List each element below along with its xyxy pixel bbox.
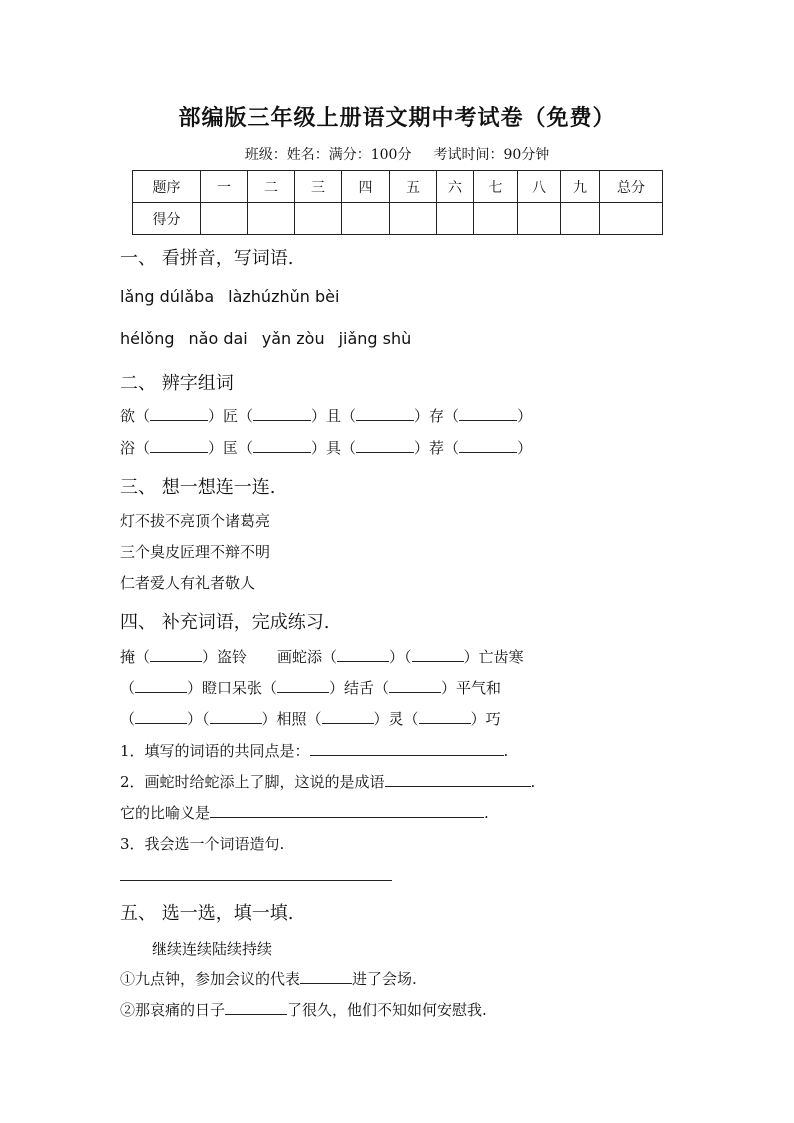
answer-blank[interactable] (210, 803, 484, 818)
char-label: ）荐（ (414, 439, 460, 457)
word-options: 继续连续陆续持续 (152, 940, 273, 958)
score-input-cell[interactable] (201, 203, 248, 235)
question-text: 了很久，他们不知如何安慰我. (287, 1001, 487, 1019)
score-input-cell[interactable] (295, 203, 342, 235)
question-3: 3．我会选一个词语造句. (120, 835, 285, 853)
pinyin-item: làzhúzhǔn bèi (228, 287, 340, 306)
section-2-heading: 二、 辨字组词 (120, 373, 234, 394)
matching-line-2: 三个臭皮匠理不辩不明 (120, 543, 271, 561)
answer-blank[interactable] (277, 678, 329, 693)
answer-blank[interactable] (356, 406, 414, 421)
answer-blank[interactable] (385, 772, 531, 787)
section-3-heading: 三、 想一想连一连. (120, 477, 276, 498)
period: . (484, 804, 489, 822)
score-table-score-row (133, 203, 663, 235)
score-table (132, 170, 663, 235)
idiom-text: ）瞪口呆张（ (187, 679, 278, 697)
char-label: ）匠（ (208, 407, 254, 425)
section-5-heading: 五、 选一选，填一填. (120, 903, 294, 924)
pinyin-item: nǎo dai (188, 329, 248, 348)
char-label: ）具（ (311, 439, 357, 457)
char-label: ） (517, 407, 533, 425)
idiom-text: 掩（ (120, 648, 151, 666)
answer-blank[interactable] (300, 969, 352, 984)
question-text: 1．填写的词语的共同点是： (120, 742, 310, 760)
score-input-cell[interactable] (600, 203, 663, 235)
table-cell: 总分 (600, 171, 663, 203)
idiom-text: ）结舌（ (329, 679, 390, 697)
answer-blank[interactable] (459, 406, 517, 421)
table-cell: 四 (342, 171, 390, 203)
idiom-text: ）盗铃 (202, 648, 248, 666)
question-text: 它的比喻义是 (120, 804, 211, 822)
info-score: 班级：姓名：满分：100分 (244, 147, 412, 163)
answer-blank[interactable] (210, 709, 262, 724)
answer-blank[interactable] (310, 741, 504, 756)
answer-blank[interactable] (412, 647, 464, 662)
question-1 (120, 740, 508, 761)
score-input-cell[interactable] (561, 203, 600, 235)
answer-blank[interactable] (337, 647, 389, 662)
page-title: 部编版三年级上册语文期中考试卷（免费） (178, 105, 616, 131)
pinyin-item: lǎng dúlǎba (120, 287, 215, 306)
table-cell: 九 (561, 171, 600, 203)
period: . (503, 742, 509, 760)
exam-info (0, 144, 794, 164)
answer-blank[interactable] (150, 647, 202, 662)
question-text: 2．画蛇时给蛇添上了脚，这说的是成语 (120, 773, 385, 791)
score-input-cell[interactable] (474, 203, 518, 235)
pinyin-line-1 (120, 287, 339, 306)
answer-blank[interactable] (389, 678, 441, 693)
idiom-row-1 (120, 646, 524, 667)
score-table-header-row (133, 171, 663, 203)
idiom-text: ）灵（ (373, 710, 419, 728)
question-2-meaning (120, 802, 489, 823)
answer-blank[interactable] (225, 1000, 287, 1015)
pinyin-item: yǎn zòu (261, 329, 325, 348)
char-label: 浴（ (120, 439, 151, 457)
idiom-text: ）相照（ (261, 710, 322, 728)
table-cell: 一 (201, 171, 248, 203)
pinyin-item: hélǒng (120, 329, 175, 348)
fill-question-2 (120, 999, 487, 1020)
table-cell: 八 (518, 171, 561, 203)
table-cell: 七 (474, 171, 518, 203)
info-time: 考试时间：90分钟 (433, 147, 550, 163)
char-label: ）匡（ (208, 439, 254, 457)
matching-line-1: 灯不拔不亮顶个诸葛亮 (120, 512, 271, 530)
fill-question-1 (120, 968, 417, 989)
answer-blank[interactable] (356, 438, 414, 453)
question-text: ②那哀痛的日子 (120, 1001, 226, 1019)
table-cell: 三 (295, 171, 342, 203)
section-1-heading: 一、 看拼音，写词语. (120, 248, 294, 269)
answer-blank[interactable] (135, 678, 187, 693)
table-cell: 二 (248, 171, 295, 203)
char-label: ） (517, 439, 533, 457)
char-label: ）且（ (311, 407, 357, 425)
question-text: 进了会场. (352, 970, 417, 988)
idiom-text: （ (120, 679, 136, 697)
idiom-row-2 (120, 677, 501, 698)
char-label: 欲（ (120, 407, 151, 425)
answer-blank[interactable] (459, 438, 517, 453)
table-cell: 五 (390, 171, 437, 203)
idiom-text: ）（ (187, 710, 210, 728)
table-cell: 六 (437, 171, 474, 203)
answer-blank[interactable] (419, 709, 471, 724)
idiom-row-3 (120, 708, 501, 729)
idiom-text: ）亡齿寒 (463, 648, 524, 666)
period: . (530, 773, 536, 791)
score-input-cell[interactable] (248, 203, 295, 235)
word-group-row-2 (120, 437, 532, 458)
pinyin-item: jiǎng shù (338, 329, 412, 348)
answer-blank[interactable] (322, 709, 374, 724)
idiom-text: （ (120, 710, 136, 728)
answer-blank[interactable] (150, 438, 208, 453)
score-input-cell[interactable] (390, 203, 437, 235)
question-2 (120, 771, 535, 792)
idiom-text: ）巧 (470, 710, 501, 728)
answer-blank[interactable] (253, 406, 311, 421)
char-label: ）存（ (414, 407, 460, 425)
idiom-text: 画蛇添（ (277, 648, 338, 666)
section-4-heading: 四、 补充词语，完成练习. (120, 612, 330, 633)
table-cell: 题序 (133, 171, 201, 203)
answer-blank[interactable] (253, 438, 311, 453)
matching-line-3: 仁者爱人有礼者敬人 (120, 574, 256, 592)
sentence-answer-line[interactable] (120, 880, 392, 881)
answer-blank[interactable] (135, 709, 187, 724)
question-text: ①九点钟，参加会议的代表 (120, 970, 301, 988)
table-cell: 得分 (133, 203, 201, 235)
idiom-text: ）平气和 (441, 679, 502, 697)
score-input-cell[interactable] (437, 203, 474, 235)
score-input-cell[interactable] (518, 203, 561, 235)
answer-blank[interactable] (150, 406, 208, 421)
word-group-row-1 (120, 405, 532, 426)
idiom-text: ）（ (389, 648, 412, 666)
score-input-cell[interactable] (342, 203, 390, 235)
pinyin-line-2 (120, 329, 411, 348)
